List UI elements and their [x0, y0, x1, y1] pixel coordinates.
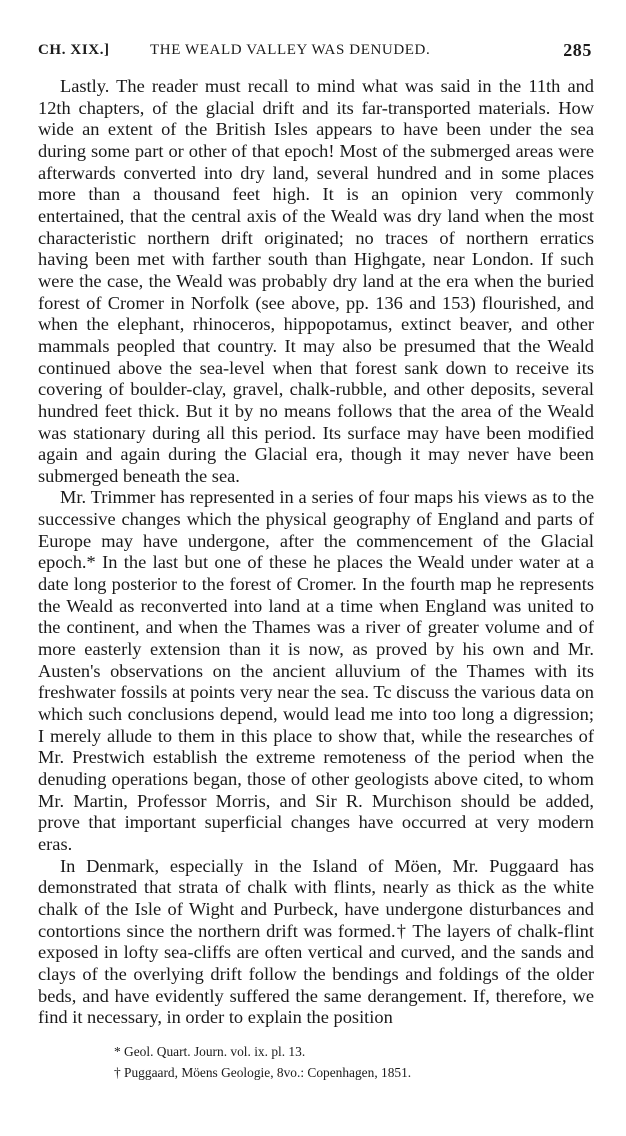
paragraph-denmark: In Denmark, especially in the Island of Möen, Mr. Puggaard has demonstrated that strata of chalk with flints, nearly as thick as the white chalk of the Isle of Wight and Purbeck, have undergone disturbances and contortions since the northern drift was formed.† The layers of chalk-flint exposed in lofty sea-cliffs are often vertical and curved, and the sands and clays of the overlying drift follow the bendings and foldings of the older beds, and have evidently suffered the same derangement. If, therefore, we find it necessary, in order to explain the position — [38, 855, 594, 1028]
footnote-geol-quart: * Geol. Quart. Journ. vol. ix. pl. 13. — [114, 1043, 306, 1059]
running-head — [38, 40, 594, 64]
book-page — [38, 40, 594, 1083]
footnotes — [38, 1041, 594, 1083]
footnote-puggaard: † Puggaard, Möens Geologie, 8vo.: Copenhagen, 1851. — [114, 1064, 412, 1080]
page-number: 285 — [563, 40, 592, 60]
chapter-label: CH. XIX.] — [38, 42, 110, 58]
paragraph-trimmer: Mr. Trimmer has represented in a series of four maps his views as to the successive changes which the physical geography of England and parts of Europe may have undergone, after the commencement of the Glacial epoch.* In the last but one of these he places the Weald under water at a date long posterior to the forest of Cromer. In the fourth map he represents the Weald as reconverted into land at a time when England was united to the continent, and when the Thames was a river of greater volume and of more easterly extension than it is now, as proved by his own and Mr. Austen's observations on the ancient alluvium of the Thames with its freshwater fossils at points very near the sea. Tc discuss the various data on which such conclusions depend, would lead me into too long a digression; I merely allude to them in this place to show that, while the researches of Mr. Prestwich establish the extreme remoteness of the period when the denuding operations began, those of other geologists above cited, to whom Mr. Martin, Professor Morris, and Sir R. Murchison should be added, prove that important superficial changes have occurred at very modern eras. — [38, 487, 594, 854]
paragraph-lastly: Lastly. The reader must recall to mind what was said in the 11th and 12th chapters, of the glacial drift and its far-transported materials. How wide an extent of the British Isles appears to have been under the sea during some part or other of that epoch! Most of the submerged areas were afterwards converted into dry land, several hundred and in some places more than a thousand feet high. It is an opinion very commonly entertained, that the central axis of the Weald was dry land when the most characteristic northern drift originated; no traces of northern erratics having been met with farther south than Highgate, near London. If such were the case, the Weald was probably dry land at the era when the buried forest of Cromer in Norfolk (see above, pp. 136 and 153) flourished, and when the elephant, rhinoceros, hippopotamus, extinct beaver, and other mammals peopled that country. It may also be presumed that the Weald continued above the sea-level when that forest sank down to receive its covering of boulder-clay, gravel, chalk-rubble, and other deposits, several hundred feet thick. But it by no means follows that the area of the Weald was stationary during all this period. Its surface may have been modified again and again during the Glacial era, though it may never have been submerged beneath the sea. — [38, 76, 594, 486]
body-text — [38, 76, 594, 1029]
running-title: THE WEALD VALLEY WAS DENUDED. — [150, 42, 431, 58]
